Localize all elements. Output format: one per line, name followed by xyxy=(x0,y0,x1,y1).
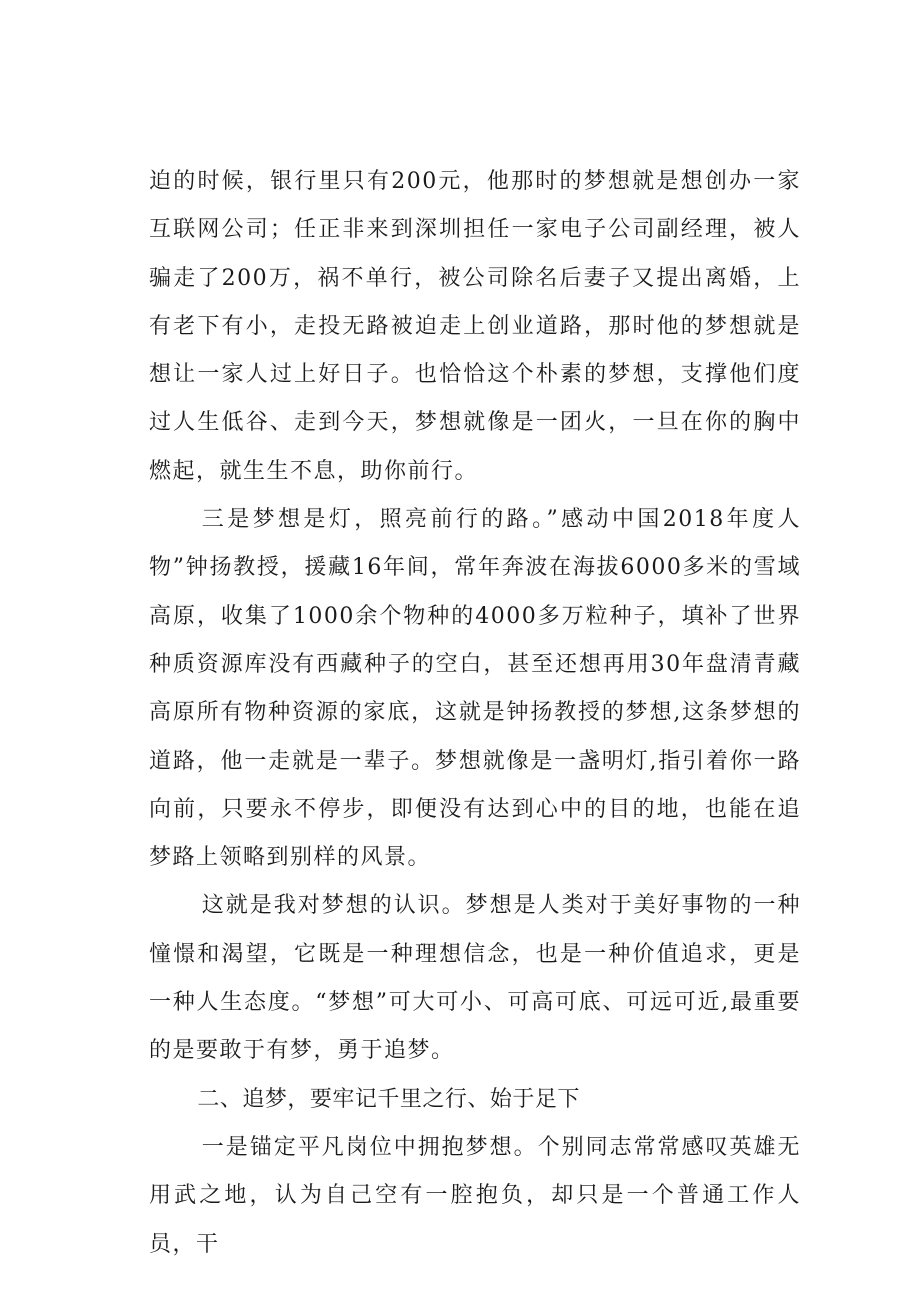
paragraph-understanding: 这就是我对梦想的认识。梦想是人类对于美好事物的一种憧憬和渴望，它既是一种理想信念，也是一种价值追求，更是一种人生态度。“梦想”可大可小、可高可底、可远可近,最重要的是要敢于有梦，勇于追梦。 xyxy=(149,893,801,1064)
section-heading: 二、追梦，要牢记千里之行、始于足下 xyxy=(197,1086,580,1112)
paragraph-lamp: 三是梦想是灯，照亮前行的路。”感动中国2018年度人物”钟扬教授，援藏16年间，常年奔波在海拔6000多米的雪域高原，收集了1000余个物种的4000多万粒种子，填补了世界种质资源库没有西藏种子的空白，甚至还想再用30年盘清青藏高原所有物种资源的家底，这就是钟扬教授的梦想,这条梦想的道路，他一走就是一辈子。梦想就像是一盏明灯,指引着你一路向前，只要永不停步，即便没有达到心中的目的地，也能在追梦路上领略到别样的风景。 xyxy=(149,507,801,871)
paragraph-ordinary-post: 一是锚定平凡岗位中拥抱梦想。个别同志常常感叹英雄无用武之地，认为自己空有一腔抱负，却只是一个普通工作人员，干 xyxy=(149,1134,801,1257)
document-body xyxy=(149,158,801,1269)
paragraph-continuation: 迫的时候，银行里只有200元，他那时的梦想就是想创办一家互联网公司；任正非来到深圳担任一家电子公司副经理，被人骗走了200万，祸不单行，被公司除名后妻子又提出离婚，上有老下有小，走投无路被迫走上创业道路，那时他的梦想就是想让一家人过上好日子。也恰恰这个朴素的梦想，支撑他们度过人生低谷、走到今天，梦想就像是一团火，一旦在你的胸中燃起，就生生不息，助你前行。 xyxy=(149,169,801,484)
